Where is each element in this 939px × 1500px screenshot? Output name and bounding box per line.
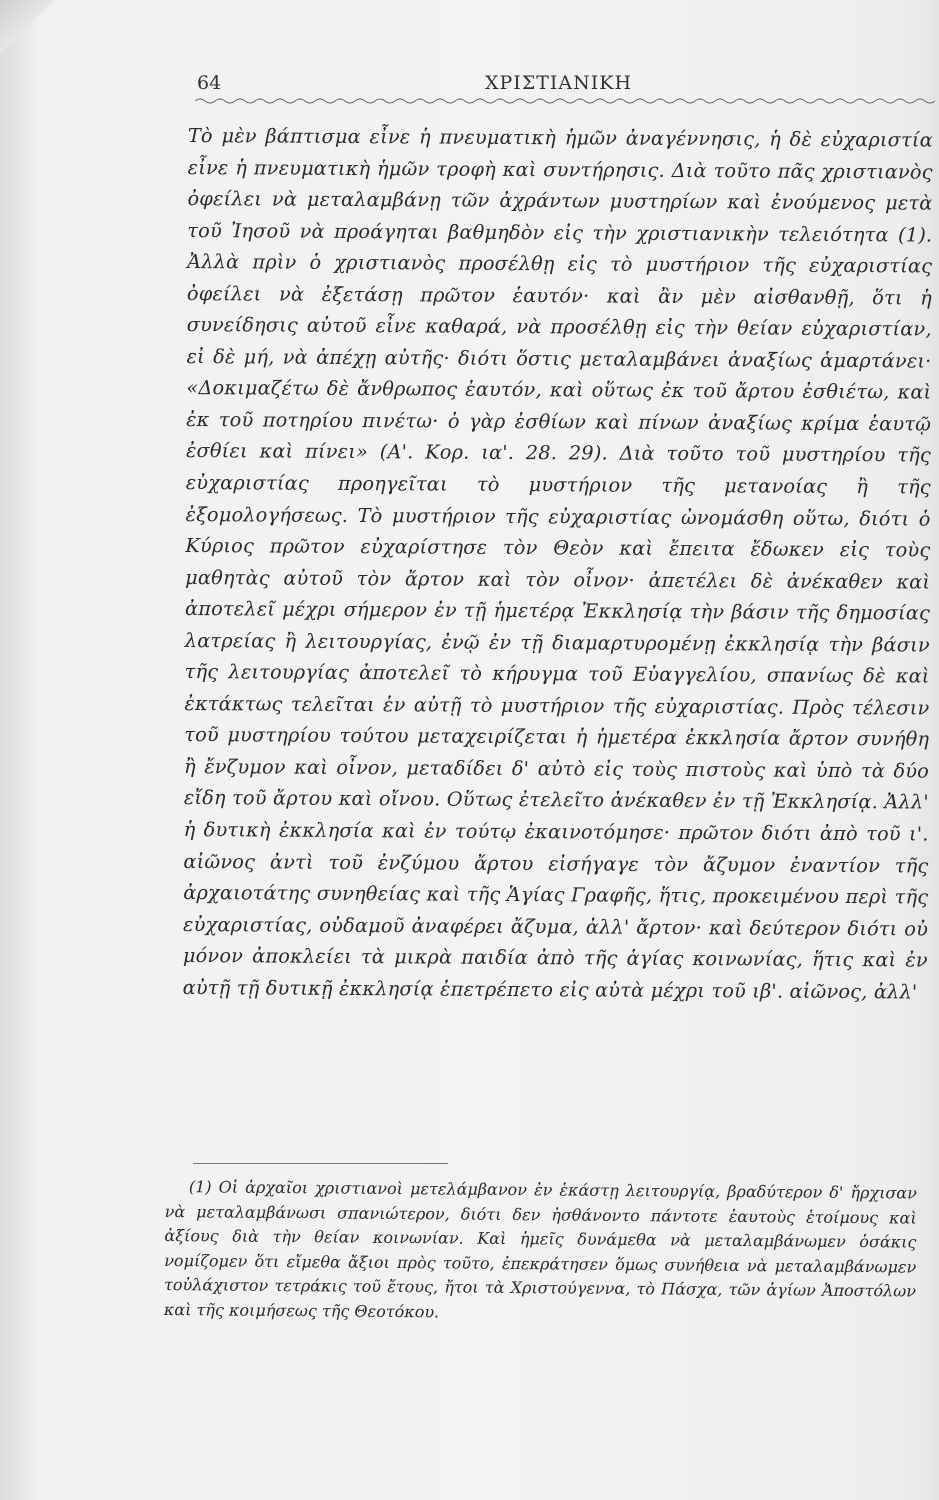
page-corner-shadow xyxy=(0,0,60,60)
footnote: (1) Οἱ ἀρχαῖοι χριστιανοὶ μετελάμβανον ἐν ἑκάστῃ λειτουργίᾳ, βραδύτερον δ' ἤρχισαν νὰ μεταλαμβάνωσι σπανιώτερον, διότι δεν ἠσθάνοντο πάντοτε ἑαυτοὺς ἑτοίμους καὶ ἀξίους διὰ τὴν θείαν κοινωνίαν. Καὶ ἡμεῖς δυνάμεθα νὰ μεταλαμβάνωμεν ὁσάκις νομίζομεν ὅτι εἴμεθα ἄξιοι πρὸς τοῦτο, ἐπεκράτησεν ὅμως συνήθεια νὰ μεταλαμβάνωμεν τοὐλάχιστον τετράκις τοῦ ἔτους, ἤτοι τὰ Χριστούγεννα, τὸ Πάσχα, τῶν ἁγίων Ἀποστόλων καὶ τῆς κοιμήσεως τῆς Θεοτόκου. xyxy=(163,1177,917,1321)
body-paragraph: Τὸ μὲν βάπτισμα εἶνε ἡ πνευματικὴ ἡμῶν ἀναγέννησις, ἡ δὲ εὐχαριστία εἶνε ἡ πνευματικὴ ἡμῶν τροφὴ καὶ συντήρησις. Διὰ τοῦτο πᾶς χριστιανὸς ὀφείλει νὰ μεταλαμβάνῃ τῶν ἀχράντων μυστηρίων καὶ ἑνούμενος μετὰ τοῦ Ἰησοῦ νὰ προάγηται βαθμηδὸν εἰς τὴν χριστιανικὴν τελειότητα (1). Ἀλλὰ πρὶν ὁ χριστιανὸς προσέλθῃ εἰς τὸ μυστήριον τῆς εὐχαριστίας ὀφείλει νὰ ἐξετάσῃ πρῶτον ἑαυτόν· καὶ ἂν μὲν αἰσθανθῇ, ὅτι ἡ συνείδησις αὐτοῦ εἶνε καθαρά, νὰ προσέλθῃ εἰς τὴν θείαν εὐχαριστίαν, εἰ δὲ μή, νὰ ἀπέχῃ αὐτῆς· διότι ὅστις μεταλαμβάνει ἀναξίως ἁμαρτάνει· «Δοκιμαζέτω δὲ ἄνθρωπος ἑαυτόν, καὶ οὕτως ἐκ τοῦ ἄρτου ἐσθιέτω, καὶ ἐκ τοῦ ποτηρίου πινέτω· ὁ γὰρ ἐσθίων καὶ πίνων ἀναξίως κρίμα ἑαυτῷ ἐσθίει καὶ πίνει» (Α'. Κορ. ια'. 28. 29). Διὰ τοῦτο τοῦ μυστηρίου τῆς εὐχαριστίας προηγεῖται τὸ μυστήριον τῆς μετανοίας ἢ τῆς ἐξομολογήσεως. Τὸ μυστήριον τῆς εὐχαριστίας ὠνομάσθη οὕτω, διότι ὁ Κύριος πρῶτον εὐχαρίστησε τὸν Θεὸν καὶ ἔπειτα ἔδωκεν εἰς τοὺς μαθητὰς αὐτοῦ τὸν ἄρτον καὶ τὸν οἶνον· ἀπετέλει δὲ ἀνέκαθεν καὶ ἀποτελεῖ μέχρι σήμερον ἐν τῇ ἡμετέρᾳ Ἐκκλησίᾳ τὴν βάσιν τῆς δημοσίας λατρείας ἢ λειτουργίας, ἐνῷ ἐν τῇ διαμαρτυρομένῃ ἐκκλησίᾳ τὴν βάσιν τῆς λειτουργίας ἀποτελεῖ τὸ κήρυγμα τοῦ Εὐαγγελίου, σπανίως δὲ καὶ ἐκτάκτως τελεῖται ἐν αὐτῇ τὸ μυστήριον τῆς εὐχαριστίας. Πρὸς τέλεσιν τοῦ μυστηρίου τούτου μεταχειρίζεται ἡ ἡμετέρα ἐκκλησία ἄρτον συνήθη ἢ ἔνζυμον καὶ οἶνον, μεταδίδει δ' αὐτὸ εἰς τοὺς πιστοὺς καὶ ὑπὸ τὰ δύο εἴδη τοῦ ἄρτου καὶ οἴνου. Οὕτως ἐτελεῖτο ἀνέκαθεν ἐν τῇ Ἐκκλησίᾳ. Ἀλλ' ἡ δυτικὴ ἐκκλησία καὶ ἐν τούτῳ ἐκαινοτόμησε· πρῶτον διότι ἀπὸ τοῦ ι'. αἰῶνος ἀντὶ τοῦ ἐνζύμου ἄρτου εἰσήγαγε τὸν ἄζυμον ἐναντίον τῆς ἀρχαιοτάτης συνηθείας καὶ τῆς Ἁγίας Γραφῆς, ἥτις, προκειμένου περὶ τῆς εὐχαριστίας, οὐδαμοῦ ἀναφέρει ἄζυμα, ἀλλ' ἄρτον· καὶ δεύτερον διότι οὐ μόνον ἀποκλείει τὰ μικρὰ παιδία ἀπὸ τῆς ἁγίας κοινωνίας, ἥτις καὶ ἐν αὐτῇ τῇ δυτικῇ ἐκκλησίᾳ ἐπετρέπετο εἰς αὐτὰ μέχρι τοῦ ιβ'. αἰῶνος, ἀλλ' xyxy=(182,123,933,1004)
running-head: ΧΡΙΣΤΙΑΝΙΚΗ xyxy=(485,72,633,94)
page-header xyxy=(190,66,935,98)
header-wavy-rule xyxy=(195,96,935,106)
page-number: 64 xyxy=(197,72,222,94)
footnote-separator xyxy=(193,1163,448,1164)
